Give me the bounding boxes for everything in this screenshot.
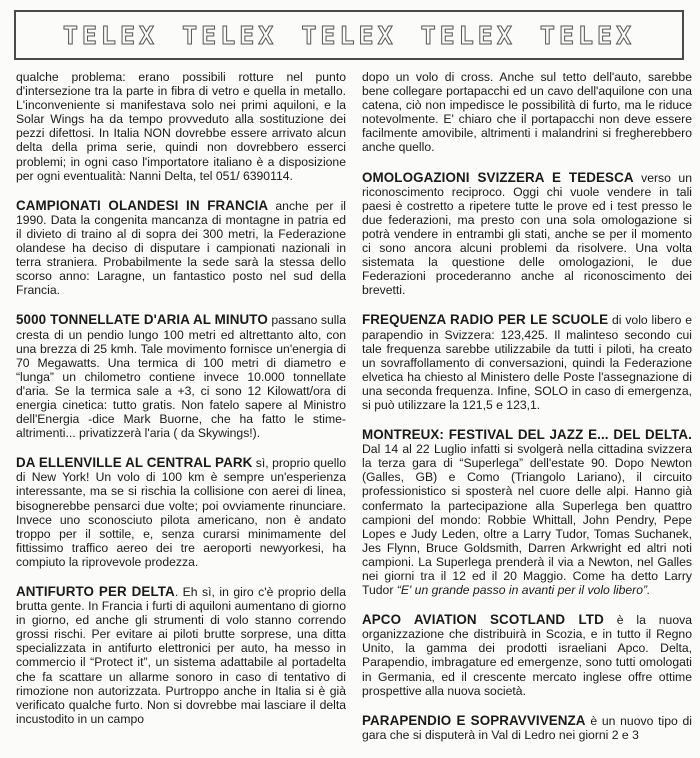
article-continuation: [16, 70, 346, 183]
article-campionati-olandesi: [16, 199, 346, 298]
article-headline: FREQUENZA RADIO PER LE SCUOLE: [362, 312, 609, 328]
banner-word: TELEX: [420, 20, 516, 50]
article-body: è la nuova organizzazione che distribuirà in Scozia, e in tutto il Regno Unito, la gamma dei prodotti israeliani Apco. Delta, Parapendio, imbragature ed emergenze, sono tutti omologati in Germania, ed il crescente mercato inglese offre ottime prospettive alla nuova società.: [362, 613, 692, 698]
article-apco: [362, 613, 692, 698]
article-body: . Eh sì, in giro c'è proprio della brutta gente. In Francia i furti di aquiloni aumentano di giorno in giorno, ed anche gli strumenti di volo stanno correndo grossi rischi. Per evitare ai piloti brutte sorprese, una ditta specializzata in antifurto elettronici per auto, ha messo in commercio il “Protect it”, un sistema adattabile al portadelta che fa scattare un allarme sonoro in caso di tentativo di rimozione non autorizzata. Purtroppo anche in Italia si è già verificato qualche furto. Non si dovrebbe mai lasciare il delta incustodito in un campo: [16, 585, 346, 726]
right-column: [362, 70, 692, 758]
article-continuation: [362, 70, 692, 155]
telex-banner: [14, 10, 684, 60]
article-headline: APCO AVIATION SCOTLAND LTD: [362, 612, 604, 628]
banner-word: TELEX: [62, 20, 159, 50]
article-headline: MONTREUX: FESTIVAL DEL JAZZ E... DEL DELTA.: [362, 427, 692, 443]
article-tonnellate-aria: [16, 313, 346, 440]
article-headline: OMOLOGAZIONI SVIZZERA E TEDESCA: [362, 169, 634, 185]
article-body: verso un riconoscimento reciproco. Oggi chi vuole vendere in tali paesi è costretto a ripetere tutte le prove ed i test presso le due federazioni, ma presto con una sola omologazione si potrà vendere in entrambi gli stati, anche se per il momento ci sono ancora alcuni problemi da risolvere. Una volta sistemata la questione delle omologazioni, le due Federazioni procederanno anche al riconoscimento dei brevetti.: [362, 170, 692, 298]
article-quote: “E' un grande passo in avanti per il volo libero”.: [396, 583, 651, 598]
article-headline: 5000 TONNELLATE D'ARIA AL MINUTO: [16, 312, 268, 328]
article-frequenza-radio: [362, 313, 692, 412]
article-parapendio: [362, 714, 692, 742]
article-body: sì, proprio quello di New York! Un volo di 100 km è sempre un'esperienza interessante, ma se si rischia la collisione con aerei di linea, bisognerebbe pensarci due volte; poi ovviamente rinunciare. Invece uno sconosciuto pilota americano, non è andato troppo per il sottile, e, senza curarsi minimamente del fittissimo traffico aereo dei tre aeroporti newyorkesi, ha compiuto la riprovevole prodezza.: [16, 456, 346, 569]
article-antifurto: [16, 585, 346, 726]
article-headline: PARAPENDIO E SOPRAVVIVENZA: [362, 712, 586, 728]
left-column: [16, 70, 346, 742]
article-body: qualche problema: erano possibili rotture nel punto d'intersezione tra la parte in fibra di vetro e quella in metallo. L'inconveniente si manifestava solo nei primi aquiloni, e la Solar Wings ha da tempo provveduto alla sostituzione dei pezzi difettosi. In Italia NON dovrebbe essere arrivato alcun delta della prima serie, quindi non dovrebbero esserci problemi; in ogni caso l'importatore italiano è a disposizione per ogni eventualità: Nanni Delta, tel 051/ 6390114.: [16, 70, 346, 183]
banner-word: TELEX: [539, 20, 636, 50]
article-body: di volo libero e parapendio in Svizzera: 123,425. Il malinteso secondo cui tale frequenza sarebbe utilizzabile da tutti i piloti, ha creato un sovraffollamento di conversazioni, quindi la Federazione elvetica ha chiesto al Ministero delle Poste l'assegnazione di una seconda frequenza. Infine, SOLO in caso di emergenza, si può utilizzare la 121,5 e 123,1.: [362, 313, 692, 412]
article-body: è un nuovo tipo di gara che si disputerà in Val di Ledro nei giorni 2 e 3: [362, 713, 692, 742]
article-ellenville: [16, 456, 346, 569]
article-body: anche per il 1990. Data la congenita mancanza di montagne in patria ed il divieto di traino al di sopra dei 300 metri, la Federazione olandese ha deciso di disputare i campionati nazionali in terra straniera. Probabilmente la sede sarà la stessa dello scorso anno: Laragne, un fantastico posto nel sud della Francia.: [16, 198, 346, 298]
article-omologazioni: [362, 171, 692, 298]
article-body: passano sulla cresta di un pendio lungo 100 metri ed altrettanto alto, con una brezza di 25 kmh. Tale movimento fornisce un'energia di 70 Megawatts. Una termica di 100 metri di diametro e “lunga” un chilometro contiene invece 10.000 tonnellate d'aria. Se la termica sale a +3, ci sono 12 Kilowatt/ora di energia cinetica: tutto gratis. Non fatelo sapere al Ministro dell'Energia -dice Mark Buorne, che ha fatto le stime- altrimenti... privatizzerà l'aria ( da Skywings!).: [16, 313, 346, 441]
banner-word: TELEX: [301, 20, 397, 50]
article-montreux: [362, 428, 692, 597]
banner-word: TELEX: [182, 20, 278, 50]
article-body: Dal 14 al 22 Luglio infatti si svolgerà nella cittadina svizzera la terza gara di “Superlega” dell'estate 90. Dopo Newton (Galles, GB) e Como (Triangolo Lariano), il circuito professionistico si sposterà nel cuore delle alpi. Hanno già confermato la partecipazione alla Superlega ben quattro campioni del mondo: Robbie Whittall, John Pendry, Pepe Lopes e Judy Leden, oltre a Larry Tudor, Tomas Suchanek, Jes Flynn, Bruce Goldsmith, Darren Arkwright ed altri noti campioni. La Superlega prenderà il via a Newton, nel Galles nei giorni tra il 12 ed il 20 Maggio. Come ha detto Larry Tudor: [362, 442, 692, 598]
article-body: dopo un volo di cross. Anche sul tetto dell'auto, sarebbe bene collegare portapacchi ed un cavo dell'aquilone con una catena, ciò non impedisce le possibilità di furto, ma le riduce notevolmente. E' chiaro che il portapacchi non deve essere facilmente amovibile, altrimenti i malandrini si fregherebbero anche quello.: [362, 70, 692, 155]
article-headline: CAMPIONATI OLANDESI IN FRANCIA: [16, 197, 269, 213]
article-headline: ANTIFURTO PER DELTA: [16, 584, 175, 599]
article-headline: DA ELLENVILLE AL CENTRAL PARK: [16, 455, 253, 471]
